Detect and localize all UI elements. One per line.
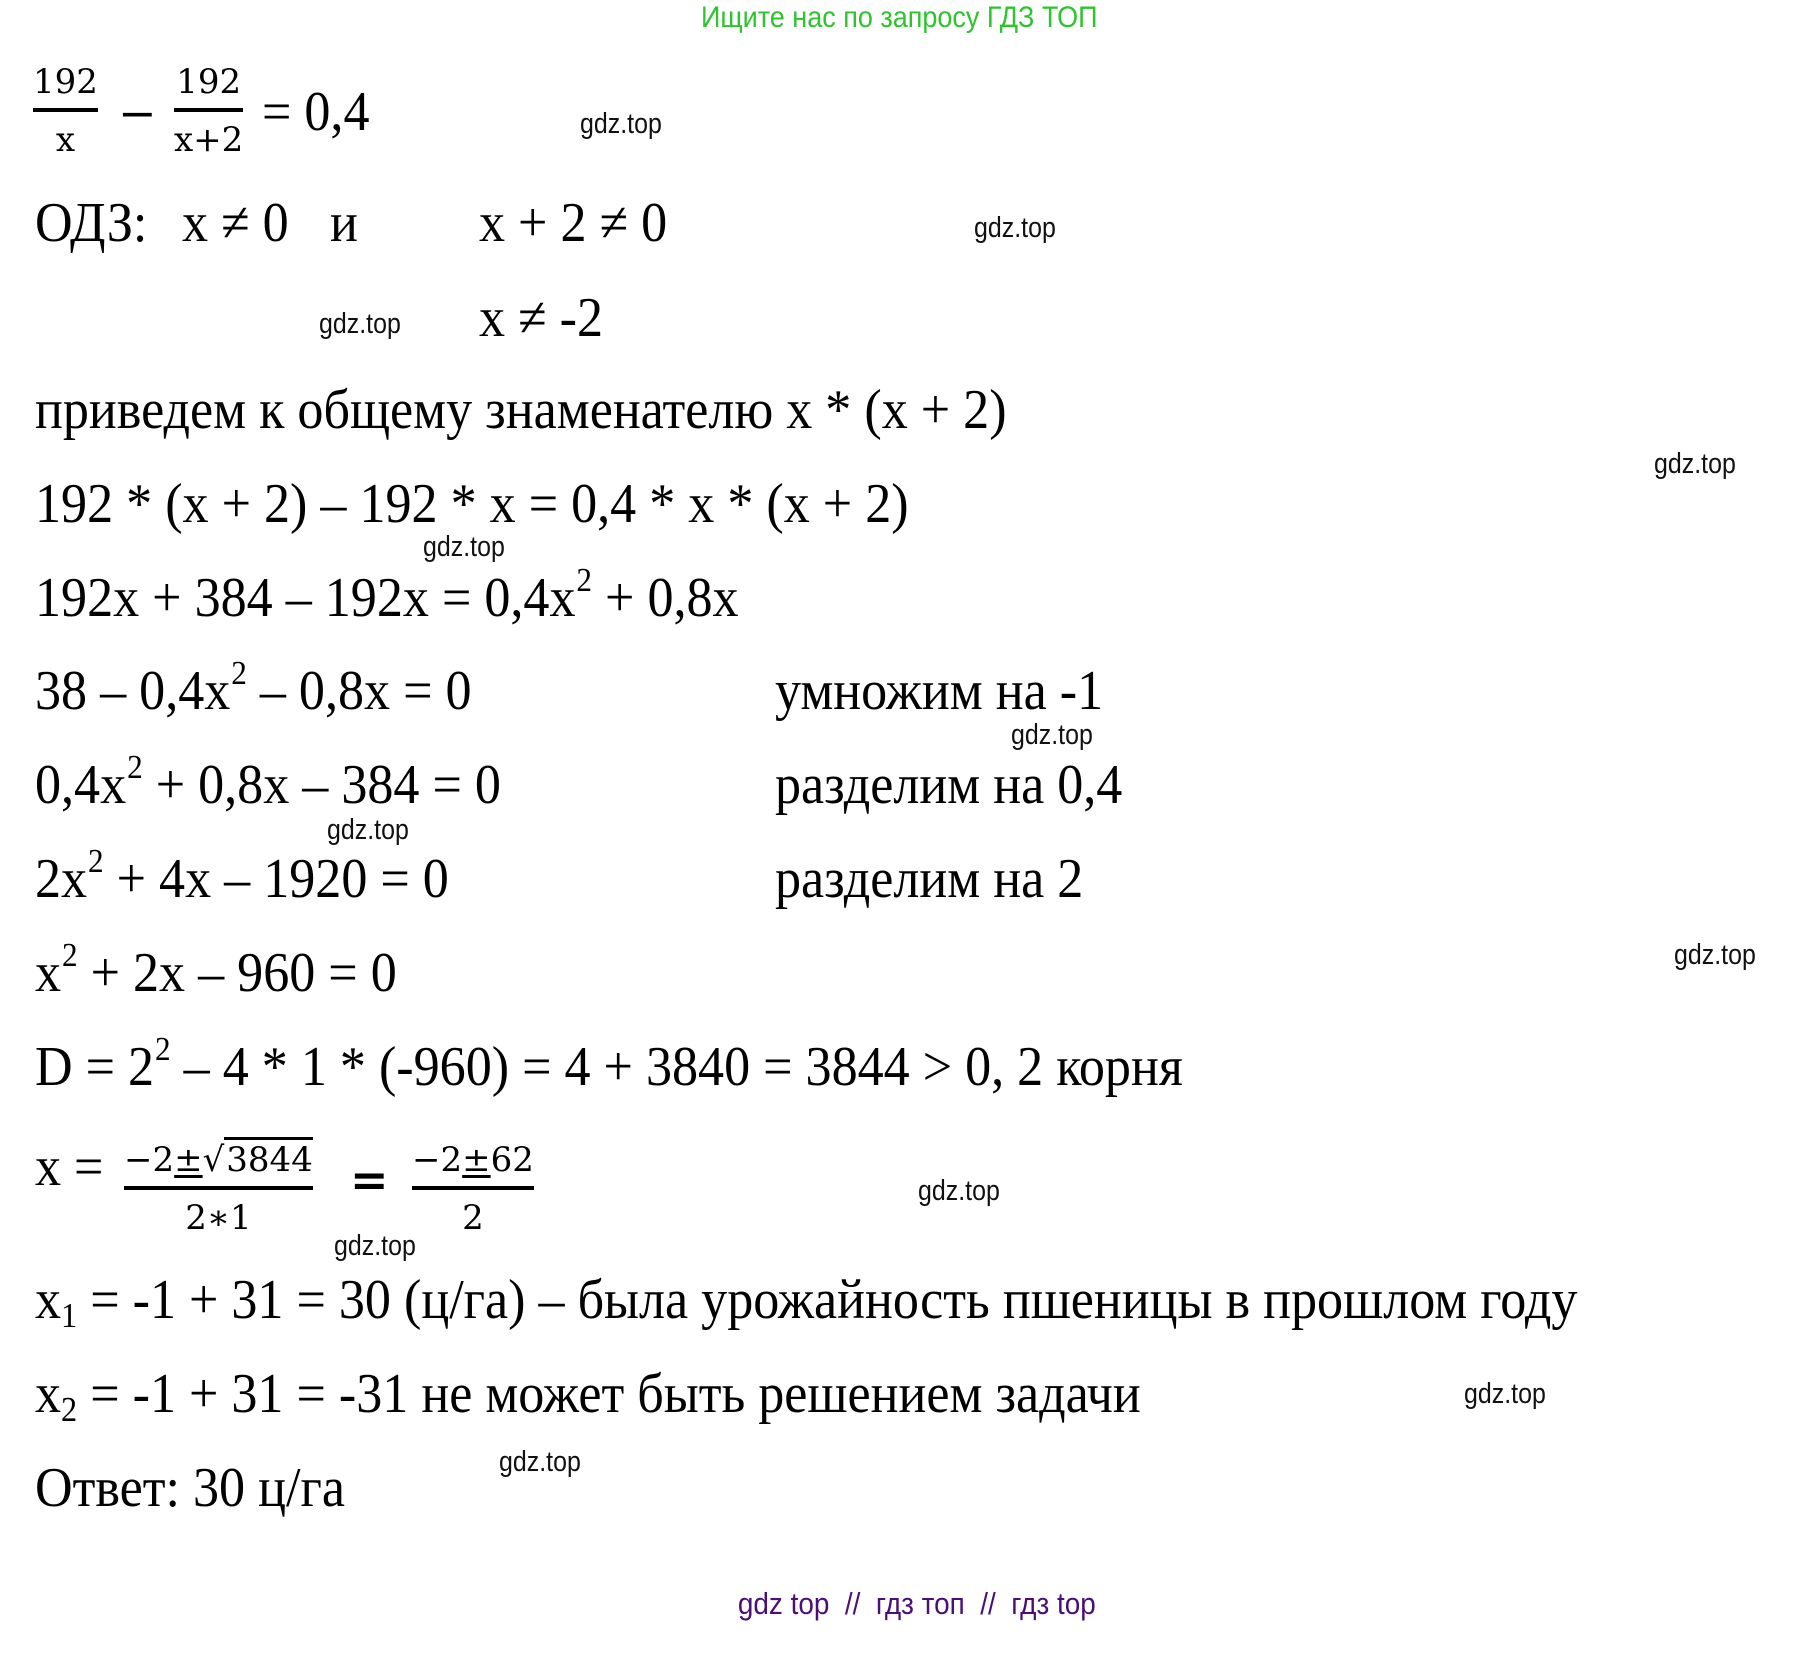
step-rearranged (35, 654, 472, 731)
step-quadratic-3 (35, 936, 397, 1013)
step-text: D = 2 (35, 1036, 155, 1098)
footer-text: gdz top // гдз топ // гдз top (737, 1586, 1096, 1621)
step-discriminant (35, 1030, 1183, 1107)
fraction-bar (124, 1186, 313, 1190)
numerator (124, 1140, 313, 1180)
step-text: + 4x – 1920 = 0 (103, 848, 449, 910)
exponent: 2 (88, 842, 104, 880)
root-x2 (35, 1362, 1141, 1433)
variable: x (35, 1363, 62, 1425)
watermark: gdz.top (918, 1175, 1000, 1207)
step-quadratic-1 (35, 748, 501, 825)
step-text: x (35, 942, 62, 1004)
fraction-bar (412, 1186, 534, 1190)
step-text: + 0,8x (592, 567, 739, 629)
watermark: gdz.top (334, 1230, 416, 1262)
footer-banner (0, 1547, 1799, 1661)
note-multiply: умножим на -1 (775, 660, 1104, 722)
odz-and: и (330, 192, 358, 254)
roots-fraction-2 (412, 1140, 534, 1238)
note-divide-2: разделим на 2 (775, 848, 1084, 910)
note-divide-0-4: разделим на 0,4 (775, 754, 1123, 816)
step-text: 192x + 384 – 192x = 0,4x (35, 567, 576, 629)
odz-condition-1: x ≠ 0 (182, 192, 289, 254)
watermark: gdz.top (1654, 448, 1736, 480)
num-part: 62 (490, 1140, 534, 1180)
roots-fraction-1 (124, 1140, 313, 1238)
odz-condition-2: x + 2 ≠ 0 (479, 192, 668, 254)
equals-sign: = (350, 1153, 389, 1207)
step-quadratic-2 (35, 842, 449, 919)
step-simplify (35, 561, 739, 638)
watermark: gdz.top (319, 308, 401, 340)
step-common-denominator: приведем к общему знаменателю x * (x + 2) (35, 379, 1007, 441)
roots-lhs: x = (35, 1136, 104, 1198)
denominator: x+2 (174, 120, 244, 160)
exponent: 2 (127, 748, 143, 786)
watermark: gdz.top (1464, 1378, 1546, 1410)
numerator: 192 (33, 62, 98, 102)
sqrt-icon: √ (202, 1140, 225, 1180)
exponent: 2 (154, 1030, 171, 1068)
watermark: gdz.top (580, 108, 662, 140)
watermark: gdz.top (423, 531, 505, 563)
odz-label: ОДЗ: (35, 192, 148, 254)
step-expand: 192 * (x + 2) – 192 * x = 0,4 * x * (x + 2) (35, 473, 909, 535)
fraction-192-over-x (33, 62, 98, 160)
step-text: + 2x – 960 = 0 (77, 942, 397, 1004)
exponent: 2 (61, 936, 78, 974)
plus-minus: ± (174, 1140, 203, 1180)
step-text: 2x (35, 848, 88, 910)
subscript: 2 (61, 1389, 78, 1429)
denominator: 2∗1 (185, 1198, 252, 1238)
numerator (412, 1140, 534, 1180)
fraction-bar (33, 108, 98, 112)
header-text: Ищите нас по запросу ГДЗ ТОП (701, 1, 1098, 34)
watermark: gdz.top (1674, 939, 1756, 971)
subscript: 1 (61, 1295, 78, 1335)
step-text: 38 – 0,4x (35, 660, 231, 722)
denominator: 2 (462, 1198, 484, 1238)
answer: Ответ: 30 ц/га (35, 1457, 345, 1519)
num-part: −2 (124, 1140, 175, 1180)
step-text: + 0,8x – 384 = 0 (142, 754, 501, 816)
watermark: gdz.top (327, 814, 409, 846)
step-text: – 0,8x = 0 (246, 660, 472, 722)
watermark: gdz.top (499, 1446, 581, 1478)
exponent: 2 (576, 561, 593, 599)
denominator: x (55, 120, 76, 160)
equation-rhs: = 0,4 (262, 81, 370, 143)
root-text: = -1 + 31 = 30 (ц/га) – была урожайность пшеницы в прошлом году (77, 1269, 1578, 1331)
root-text: = -1 + 31 = -31 не может быть решением задачи (77, 1363, 1141, 1425)
variable: x (35, 1269, 62, 1331)
fraction-192-over-x-plus-2 (174, 62, 243, 160)
root-x1 (35, 1268, 1577, 1339)
numerator: 192 (176, 62, 242, 102)
plus-minus: ± (462, 1140, 491, 1180)
num-part: −2 (412, 1140, 463, 1180)
radicand: 3844 (224, 1137, 313, 1180)
watermark: gdz.top (1011, 719, 1093, 751)
step-text: 0,4x (35, 754, 127, 816)
minus-sign: − (118, 86, 157, 140)
header-banner (0, 0, 1799, 36)
exponent: 2 (231, 654, 247, 692)
fraction-bar (174, 108, 243, 112)
watermark: gdz.top (974, 212, 1056, 244)
step-text: – 4 * 1 * (-960) = 4 + 3840 = 3844 > 0, 2 корня (170, 1036, 1183, 1098)
odz-condition-3: x ≠ -2 (479, 287, 604, 349)
